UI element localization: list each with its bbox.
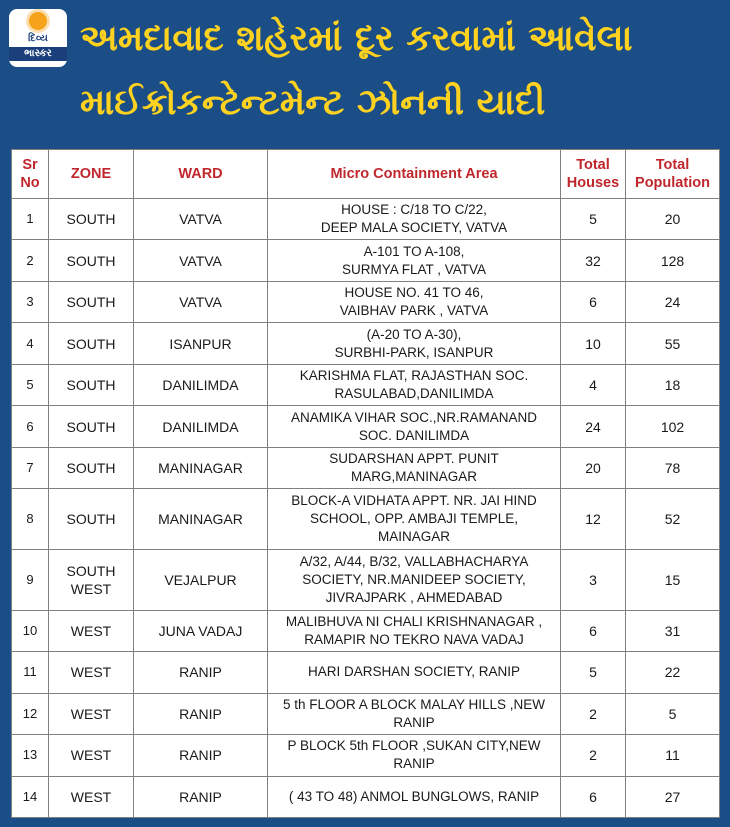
sun-icon bbox=[29, 12, 47, 30]
table-row bbox=[12, 240, 720, 281]
cell-ward: RANIP bbox=[134, 693, 268, 734]
cell-zone: SOUTH bbox=[49, 281, 134, 322]
cell-ward: RANIP bbox=[134, 776, 268, 818]
cell-sr-no: 3 bbox=[12, 281, 49, 322]
table-row bbox=[12, 610, 720, 651]
table-row bbox=[12, 489, 720, 550]
cell-zone: SOUTH bbox=[49, 489, 134, 550]
cell-total-houses: 5 bbox=[561, 199, 626, 240]
cell-micro-containment-area: ANAMIKA VIHAR SOC.,NR.RAMANAND SOC. DANILIMDA bbox=[268, 406, 561, 447]
header-micro-containment-area: Micro Containment Area bbox=[268, 150, 561, 199]
cell-micro-containment-area: A/32, A/44, B/32, VALLABHACHARYA SOCIETY, NR.MANIDEEP SOCIETY, JIVRAJPARK , AHMEDABAD bbox=[268, 549, 561, 610]
header-sr-no: Sr No bbox=[12, 150, 49, 199]
cell-total-houses: 20 bbox=[561, 447, 626, 488]
cell-total-houses: 3 bbox=[561, 549, 626, 610]
cell-zone: SOUTH bbox=[49, 406, 134, 447]
cell-ward: VEJALPUR bbox=[134, 549, 268, 610]
cell-total-population: 24 bbox=[626, 281, 720, 322]
cell-total-population: 78 bbox=[626, 447, 720, 488]
cell-ward: JUNA VADAJ bbox=[134, 610, 268, 651]
cell-total-houses: 6 bbox=[561, 776, 626, 818]
cell-micro-containment-area: P BLOCK 5th FLOOR ,SUKAN CITY,NEW RANIP bbox=[268, 735, 561, 776]
cell-zone: SOUTH bbox=[49, 240, 134, 281]
cell-total-population: 102 bbox=[626, 406, 720, 447]
cell-sr-no: 8 bbox=[12, 489, 49, 550]
cell-micro-containment-area: HARI DARSHAN SOCIETY, RANIP bbox=[268, 652, 561, 693]
cell-total-population: 22 bbox=[626, 652, 720, 693]
cell-sr-no: 2 bbox=[12, 240, 49, 281]
table-header-row bbox=[12, 150, 720, 199]
cell-micro-containment-area: (A-20 TO A-30), SURBHI-PARK, ISANPUR bbox=[268, 323, 561, 364]
table-body bbox=[12, 199, 720, 818]
cell-total-houses: 6 bbox=[561, 281, 626, 322]
table-row bbox=[12, 652, 720, 693]
cell-sr-no: 11 bbox=[12, 652, 49, 693]
cell-ward: VATVA bbox=[134, 199, 268, 240]
cell-total-population: 5 bbox=[626, 693, 720, 734]
cell-ward: RANIP bbox=[134, 735, 268, 776]
cell-ward: DANILIMDA bbox=[134, 406, 268, 447]
table-row bbox=[12, 735, 720, 776]
cell-total-population: 20 bbox=[626, 199, 720, 240]
logo-text-line2: ભાસ્કર bbox=[9, 47, 67, 61]
cell-zone: SOUTH bbox=[49, 199, 134, 240]
table-row bbox=[12, 199, 720, 240]
cell-zone: WEST bbox=[49, 776, 134, 818]
cell-total-houses: 12 bbox=[561, 489, 626, 550]
cell-total-population: 55 bbox=[626, 323, 720, 364]
cell-zone: SOUTH bbox=[49, 447, 134, 488]
cell-sr-no: 6 bbox=[12, 406, 49, 447]
page-title-line2: માઈક્રોકન્ટેન્ટમેન્ટ ઝોનની યાદી bbox=[80, 82, 546, 123]
cell-zone: WEST bbox=[49, 652, 134, 693]
cell-total-population: 11 bbox=[626, 735, 720, 776]
cell-total-population: 52 bbox=[626, 489, 720, 550]
cell-total-houses: 2 bbox=[561, 735, 626, 776]
containment-table bbox=[11, 149, 720, 818]
cell-zone: SOUTH bbox=[49, 364, 134, 405]
cell-total-population: 128 bbox=[626, 240, 720, 281]
header-ward: WARD bbox=[134, 150, 268, 199]
cell-total-houses: 5 bbox=[561, 652, 626, 693]
cell-total-houses: 32 bbox=[561, 240, 626, 281]
cell-zone: WEST bbox=[49, 735, 134, 776]
cell-micro-containment-area: BLOCK-A VIDHATA APPT. NR. JAI HIND SCHOOL, OPP. AMBAJI TEMPLE, MAINAGAR bbox=[268, 489, 561, 550]
cell-sr-no: 4 bbox=[12, 323, 49, 364]
cell-total-population: 18 bbox=[626, 364, 720, 405]
table-row bbox=[12, 406, 720, 447]
cell-ward: MANINAGAR bbox=[134, 447, 268, 488]
table-row bbox=[12, 281, 720, 322]
table-row bbox=[12, 693, 720, 734]
cell-total-houses: 4 bbox=[561, 364, 626, 405]
table-row bbox=[12, 447, 720, 488]
cell-sr-no: 14 bbox=[12, 776, 49, 818]
table-row bbox=[12, 323, 720, 364]
cell-sr-no: 12 bbox=[12, 693, 49, 734]
cell-micro-containment-area: HOUSE : C/18 TO C/22, DEEP MALA SOCIETY, VATVA bbox=[268, 199, 561, 240]
logo-text-line1: દિવ્ય bbox=[28, 33, 48, 44]
cell-ward: VATVA bbox=[134, 281, 268, 322]
cell-micro-containment-area: 5 th FLOOR A BLOCK MALAY HILLS ,NEW RANIP bbox=[268, 693, 561, 734]
cell-ward: ISANPUR bbox=[134, 323, 268, 364]
cell-zone: WEST bbox=[49, 693, 134, 734]
header-total-population: Total Population bbox=[626, 150, 720, 199]
header-total-houses: Total Houses bbox=[561, 150, 626, 199]
table-row bbox=[12, 364, 720, 405]
table-row bbox=[12, 776, 720, 818]
cell-total-population: 27 bbox=[626, 776, 720, 818]
cell-total-houses: 24 bbox=[561, 406, 626, 447]
header-banner bbox=[0, 0, 730, 142]
cell-sr-no: 13 bbox=[12, 735, 49, 776]
cell-sr-no: 1 bbox=[12, 199, 49, 240]
table-row bbox=[12, 549, 720, 610]
divya-bhaskar-logo bbox=[9, 9, 67, 67]
cell-micro-containment-area: HOUSE NO. 41 TO 46, VAIBHAV PARK , VATVA bbox=[268, 281, 561, 322]
containment-table-container bbox=[11, 149, 719, 818]
cell-micro-containment-area: ( 43 TO 48) ANMOL BUNGLOWS, RANIP bbox=[268, 776, 561, 818]
header-zone: ZONE bbox=[49, 150, 134, 199]
cell-sr-no: 5 bbox=[12, 364, 49, 405]
cell-zone: SOUTH bbox=[49, 323, 134, 364]
cell-total-population: 31 bbox=[626, 610, 720, 651]
cell-ward: DANILIMDA bbox=[134, 364, 268, 405]
cell-ward: VATVA bbox=[134, 240, 268, 281]
cell-micro-containment-area: MALIBHUVA NI CHALI KRISHNANAGAR , RAMAPIR NO TEKRO NAVA VADAJ bbox=[268, 610, 561, 651]
cell-micro-containment-area: SUDARSHAN APPT. PUNIT MARG,MANINAGAR bbox=[268, 447, 561, 488]
cell-sr-no: 10 bbox=[12, 610, 49, 651]
cell-zone: WEST bbox=[49, 610, 134, 651]
cell-sr-no: 9 bbox=[12, 549, 49, 610]
cell-sr-no: 7 bbox=[12, 447, 49, 488]
cell-total-houses: 2 bbox=[561, 693, 626, 734]
cell-ward: RANIP bbox=[134, 652, 268, 693]
cell-total-houses: 6 bbox=[561, 610, 626, 651]
cell-total-houses: 10 bbox=[561, 323, 626, 364]
cell-total-population: 15 bbox=[626, 549, 720, 610]
cell-micro-containment-area: A-101 TO A-108, SURMYA FLAT , VATVA bbox=[268, 240, 561, 281]
cell-ward: MANINAGAR bbox=[134, 489, 268, 550]
page-title-line1: અમદાવાદ શહેરમાં દૂર કરવામાં આવેલા bbox=[80, 18, 633, 59]
cell-zone: SOUTH WEST bbox=[49, 549, 134, 610]
cell-micro-containment-area: KARISHMA FLAT, RAJASTHAN SOC. RASULABAD,DANILIMDA bbox=[268, 364, 561, 405]
